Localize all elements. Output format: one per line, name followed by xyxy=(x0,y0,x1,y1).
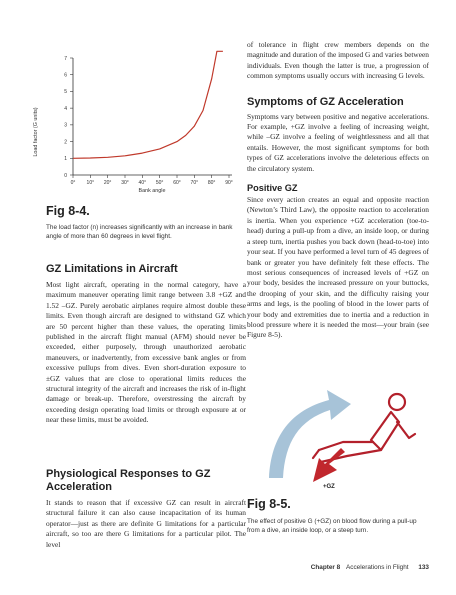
figure-8-4-title: Fig 8-4. xyxy=(46,204,90,218)
y-tick-label: 2 xyxy=(64,139,67,146)
right-column xyxy=(247,40,429,341)
footer-chapter: Chapter 8 xyxy=(310,564,341,571)
x-axis-label: Bank angle xyxy=(138,188,166,194)
x-tick-label: 20° xyxy=(103,180,112,186)
y-tick-label: 3 xyxy=(64,122,67,129)
figure-8-4-caption: The load factor (n) increases significantly with an increase in bank angle of more than 60 degrees in level flight. xyxy=(46,224,233,240)
physiological-paragraph: It stands to reason that if excessive GZ can result in aircraft structural failure it can also cause incapacitation of its human operator—just as there are definite G limitations for a particular aircraft, so too are there G limitations for a particular pilot. The level xyxy=(46,498,246,549)
y-tick-label: 5 xyxy=(64,89,67,96)
x-tick-label: 90° xyxy=(225,180,233,186)
positive-g-label: +GZ xyxy=(323,484,335,490)
positive-gz-heading: Positive GZ xyxy=(247,183,298,194)
footer-page-number: 133 xyxy=(418,564,429,571)
symptoms-heading: Symptoms of GZ Acceleration xyxy=(247,95,404,108)
limitations-paragraph: Most light aircraft, operating in the normal category, have a maximum maneuver operating limit range between 3.8 +GZ and 1.52 –GZ. Purely aerobatic airplanes require almost double these limits. Even though aircraft are designed to withstand GZ which are 50 percent higher than these values, the operating limits published in the aircraft flight manual (AFM) should never be exceeded, either purposely, through unauthorized aerobatic maneuvers, or inadvertently, from excessive bank angles or from excessive pullups from dives. Even short-duration exposure to ±GZ values that are close to operational limits reduces the structural integrity of the aircraft and increases the risk of in-flight damage or break-up. Therefore, overstressing the aircraft by exceeding design operating load limits or through exposure at or near these limits, must be avoided. xyxy=(46,280,246,425)
positive-g-illustration xyxy=(247,372,429,492)
positive-gz-paragraph: Since every action creates an equal and opposite reaction (Newton’s Third Law), the opposite reaction to acceleration is inertia. When you experience +GZ acceleration (toe-to-head) during a pull-up from a dive, an inside loop, or during a steep turn, inertia pushes you back down (head-to-toe) into your seat. If you have performed a level turn of 45 degrees of bank or greater you have definitely felt these effects. The most serious consequences of increased levels of +GZ on your body, besides the increased pressure on your buttocks, the drooping of your skin, and the difficulty raising your arms and legs, is the pooling of blood in the lower parts of your body and extremities due to inertia and a reduction in blood pressure where it is needed the most—your brain (see Figure 8-5). xyxy=(247,195,429,340)
physiological-section xyxy=(46,468,246,550)
limitations-heading: GZ Limitations in Aircraft xyxy=(46,263,178,275)
x-tick-label: 40° xyxy=(138,180,147,186)
limitations-section xyxy=(46,263,246,426)
x-tick-label: 10° xyxy=(86,180,95,186)
x-tick-label: 60° xyxy=(173,180,181,186)
y-axis-label: Load factor (G units) xyxy=(33,107,39,157)
y-tick-label: 4 xyxy=(64,105,67,112)
x-tick-label: 80° xyxy=(207,180,216,186)
x-tick-label: 50° xyxy=(155,180,164,186)
y-tick-label: 1 xyxy=(64,156,67,163)
y-tick-label: 6 xyxy=(64,72,67,79)
figure-8-5-caption: The effect of positive G (+GZ) on blood flow during a pull-up from a dive, an inside loop, or a steep turn. xyxy=(247,518,417,534)
x-axis-ticks xyxy=(71,175,233,186)
physiological-heading: Physiological Responses to GZ Acceleration xyxy=(46,468,211,493)
tolerance-paragraph: of tolerance in flight crew members depends on the magnitude and duration of the imposed G and varies between individuals. Even though the latter is true, a progression of common symptoms usually occurs with increasing G levels. xyxy=(247,40,429,81)
load-factor-curve xyxy=(73,51,223,158)
x-tick-label: 70° xyxy=(190,180,199,186)
y-tick-label: 7 xyxy=(64,55,67,62)
curved-arrow-icon xyxy=(269,390,351,478)
y-axis-ticks xyxy=(64,56,73,179)
y-tick-label: 0 xyxy=(64,172,67,179)
figure-8-5-title: Fig 8-5. xyxy=(247,497,291,511)
symptoms-paragraph: Symptoms vary between positive and negative accelerations. For example, +GZ involve a feeling of increasing weight, while –GZ involve a feeling of weightlessness and all that entails. However, the most significant symptoms for both types of GZ accelerations involve the deleterious effects on the circulatory system. xyxy=(247,111,429,173)
x-tick-label: 0° xyxy=(70,180,76,186)
page-footer xyxy=(250,564,429,571)
load-factor-chart xyxy=(20,48,240,198)
footer-section: Accelerations in Flight xyxy=(346,564,409,571)
x-tick-label: 30° xyxy=(121,180,129,186)
